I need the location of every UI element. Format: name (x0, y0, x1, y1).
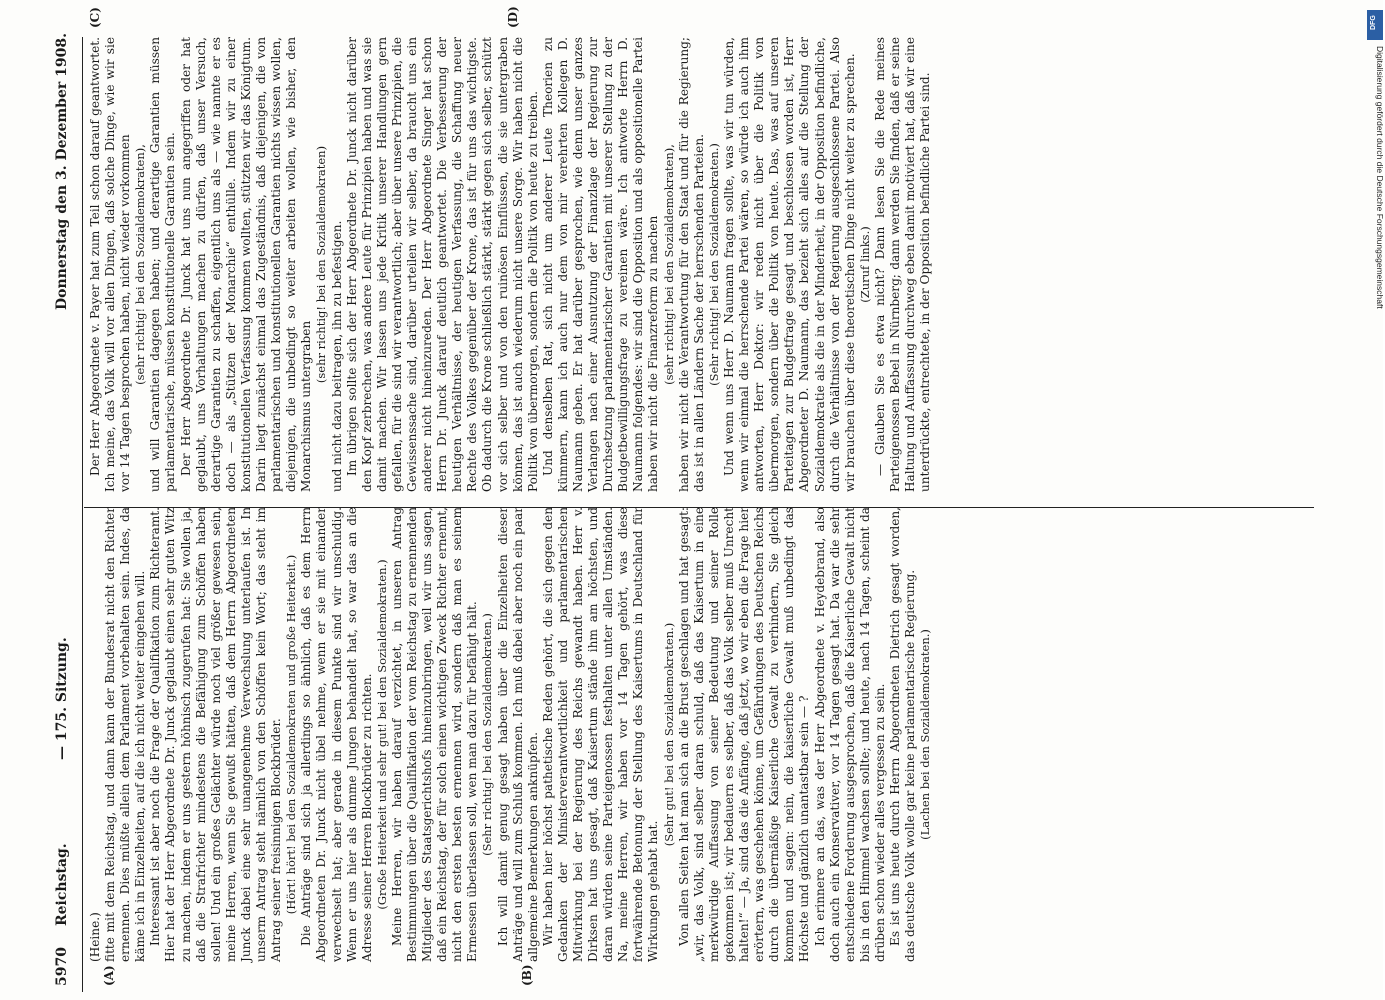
paragraph: Der Herr Abgeordnete Dr. Junck hat uns nun angegriffen oder hat geglaubt, uns Vorhaltungen machen zu dürfen, daß unser Versuch, derartige Garantien zu schaffen, eigentlich uns als — wie nannte er es doch — als „Stützen der Monarchie“ enthülle. Indem wir zu einer konstitutionellen Verfassung kommen wollten, stützten wir das Königtum. Darin liegt zunächst einmal das Zugeständnis, daß diejenigen, die von parlamentarischen und konstitutionellen Garantien nichts wissen wollen, diejenigen, die unbedingt so weiter arbeiten wollen, wie bisher, den Monarchismus untergraben (178, 37, 314, 492)
paragraph: Die Anträge sind sich ja allerdings so ähnlich, daß es dem Herrn Abgeordneten Dr. Junck nicht übel nehme, wenn er sie mit einander verwechselt hat; aber gerade in diesem Punkte sind wir unschuldig. Wenn er uns hier als dumme Jungen behandelt hat, so war das an die Adresse seiner Herren Blockbrüder zu richten. (299, 507, 374, 962)
paragraph: — Glauben Sie es etwa nicht? Dann lesen Sie die Rede meines Parteigenossen Bebel in Nürnberg; dann werden Sie finden, daß er seine Haltung und Auffassung durchweg eben damit motiviert hat, daß wir eine unterdrückte, entrechtete, in der Opposition befindliche Partei sind. (872, 37, 933, 492)
paragraph: und nicht dazu beitragen, ihn zu befestigen. (329, 220, 344, 492)
paragraph: Ich will damit genug gesagt haben über die Einzelheiten dieser Anträge und will zum Schluß kommen. Ich muß dabei aber noch ein paar allgemeine Bemerkungen anknüpfen. (495, 507, 540, 962)
paragraph: Von allen Seiten hat man sich an die Brust geschlagen und hat gesagt: „wir, das Volk, sind selber daran schuld, daß das Kaisertum in eine merkwürdige Auffassung von seiner Bedeutung und seiner Rolle gekommen ist; wir bedauern es selber, daß das Volk selber muß Unrecht halten!“ — Ja, sind das die Anfänge, daß jetzt, wo wir eben die Frage hier erörtern, was geschehen könne, um Gefährdungen des Deutschen Reichs durch die übermäßige Kaiserliche Gewalt zu verhindern, Sie gleich kommen und sagen: nein, die kaiserliche Gewalt muß unbedingt das Höchste und gänzlich unantastbar sein — ? (676, 507, 812, 962)
publication-title: Reichstag. (54, 843, 70, 926)
paragraph: haben wir nicht die Verantwortung für den Staat und für die Regierung; das ist in allen Ländern Sache der herrschenden Parteien. (676, 37, 706, 492)
paragraph: Im übrigen sollte sich der Herr Abgeordnete Dr. Junck nicht darüber den Kopf zerbrechen, was andere Leute für Prinzipien haben und was sie damit machen. Wir lassen uns jede Kritik unserer Handlungen gern gefallen, für die sind wir verantwortlich; aber über unsere Prinzipien, die Gewissenssache sind, darüber urteilen wir selber, da braucht uns ein anderer nicht hineinzureden. Der Herr Abgeordnete Singer hat schon Herrn Dr. Junck darauf deutlich geantwortet. Die Verbesserung der heutigen Verhältnisse, der heutigen Verfassung, die Schaffung neuer Rechte des Volkes gegenüber der Krone, das ist für uns das wichtigste. Ob dadurch die Krone schließlich stärkt, stärkt gegen sich selber, schützt vor sich selber und von den ruinösen Einflüssen, die sie untergraben können, das ist auch wiederum nicht unsere Sorge. Wir haben nicht die Politik von übermorgen, sondern die Politik von heute zu treiben. (344, 37, 540, 492)
paragraph: Der Herr Abgeordnete v. Payer hat zum Teil schon darauf geantwortet. Ich meine, das Volk will vor allen Dingen, daß solche Dinge, wie wir sie vor 14 Tagen besprochen haben, nicht wieder vorkommen (88, 37, 133, 492)
audience-reaction: (Sehr richtig! bei den Sozialdemokraten.) (706, 143, 721, 386)
paragraph: Und wenn uns Herr D. Naumann fragen sollte, was wir tun würden, wenn wir einmal die herrschende Partei wären, so würde ich auch ihm antworten, Herr Doktor: wir reden nicht über die Politik von übermorgen, sondern über die Politik von heute. Das, was auf unseren Parteitagen zur Budgetfrage gesagt und beschlossen worden ist, Herr Abgeordneter D. Naumann, das bezieht sich alles auf die Stellung der Sozialdemokratie als die in der Minderheit, in der Opposition befindliche, durch die Verhältnisse von der Regierung ausgeschlossene Partei. Also wir brauchen über diese theoretischen Dinge nicht weiter zu sprechen. (721, 37, 857, 492)
session-date: Donnerstag den 3. Dezember 1908. (54, 33, 70, 310)
page-number: 5970 (54, 947, 70, 986)
audience-reaction: (sehr richtig! bei den Sozialdemokraten), (661, 144, 676, 385)
audience-reaction: (Hört! hört! bei den Sozialdemokraten und große Heiterkeit.) (284, 554, 299, 915)
digitization-credit: Digitalisierung gefördert durch die Deutsche Forschungsgemeinschaft (1375, 46, 1385, 309)
paragraph: Es ist uns heute durch Herrn Abgeordneten Dietrich gesagt worden, das deutsche Volk wolle gar keine parlamentarische Regierung. (887, 507, 918, 962)
audience-reaction: (Sehr gut! bei den Sozialdemokraten.) (661, 622, 676, 847)
right-column (88, 37, 1313, 492)
audience-reaction: (Sehr richtig! bei den Sozialdemokraten.) (480, 613, 495, 856)
left-column (88, 507, 1313, 962)
speaker-name: (Heine.) (88, 912, 102, 962)
paragraph: und will Garantien dagegen haben; und derartige Garantien müssen parlamentarische, müssen konstitutionelle Garantien sein. (148, 37, 178, 492)
dfg-logo-text: DFG (1370, 15, 1377, 30)
page-header (54, 33, 78, 992)
audience-reaction: (Lachen bei den Sozialdemokraten.) (918, 629, 933, 840)
margin-marker-d: (D) (506, 6, 520, 28)
audience-reaction: (Zuruf links.) (857, 226, 872, 303)
margin-marker-a: (A) (102, 965, 116, 986)
audience-reaction: (sehr richtig! bei den Sozialdemokraten) (314, 145, 329, 384)
paragraph: Und denselben Rat, sich nicht um anderer Leute Theorien zu kümmern, kann ich auch nur dem von mir verehrten Kollegen D. Naumann geben. Er hat darüber gesprochen, wie denn unser ganzes Verlangen nach einer Ausnutzung der Finanzlage der Regierung zur Durchsetzung parlamentarischer Garantien mit unserer Stellung zu der Budgetbewilligungsfrage zu vereinen wäre. Ich antworte Herrn D. Naumann folgendes: wir sind die Opposition und als oppositionelle Partei haben wir nicht die Finanzreform zu machen (540, 37, 661, 492)
paragraph: Wir haben hier höchst pathetische Reden gehört, die sich gegen den Gedanken der Ministerverantwortlichkeit und parlamentarischen Mitwirkung bei der Regierung des Reichs gewandt haben. Herr v. Dirksen hat uns gesagt, daß Kaisertum stände ihm am höchsten, und daran würden seine Parteigenossen festhalten unter allen Umständen. Na, meine Herren, wir haben vor 14 Tagen gehört, was diese fortwährende Betonung der Stellung des Kaisertums in Deutschland für Wirkungen gehabt hat. (540, 507, 661, 962)
dfg-logo (1367, 10, 1383, 40)
margin-marker-b: (B) (520, 964, 534, 986)
paragraph: Meine Herren, wir haben darauf verzichtet, in unseren Antrag Bestimmungen über die Qualifikation der vom Reichstag zu ernennenden Mitglieder des Staatsgerichtshofs hineinzubringen, weil wir uns sagen, daß ein Reichstag, der für solch einen wichtigen Zweck Richter ernennt, nicht den ersten besten ernennen wird, sondern daß man es seinem Ermessen überlassen soll, wen man dazu für befähigt hält. (389, 507, 480, 962)
margin-marker-c: (C) (88, 7, 102, 28)
header-rule (82, 37, 83, 992)
paragraph: Interessant ist aber noch die Frage der Qualifikation zum Richteramt. Hier hat der Herr Abgeordnete Dr. Junck geglaubt einen sehr guten Witz zu machen, indem er uns gestern höhnisch zugerufen hat: Sie wollen ja, daß die Strafrichter mindestens die Befähigung zum Schöffen haben sollen! Und ein großes Gelächter würde noch viel größer gewesen sein, meine Herren, wenn Sie gewußt hätten, daß dem Herrn Abgeordneten Junck dabei eine sehr unangenehme Verwechslung unterlaufen ist. In unserm Antrag steht nämlich von den Schöffen kein Wort; das steht im Antrag seiner freisinnigen Blockbrüder. (148, 507, 284, 962)
audience-reaction: (Große Heiterkeit und sehr gut! bei den Sozialdemokraten.) (374, 559, 389, 910)
audience-reaction: (sehr richtig! bei den Sozialdemokraten), (133, 144, 148, 385)
paragraph: fitte mit dem Reichstag, und dann kann der Bundesrat nicht den Richter ernennen. Dies müßte allein dem Parlament vorbehalten sein. Indes, da käme ich in Einzelheiten, auf die ich nicht weiter eingehen will. (103, 507, 148, 962)
session-number: — 175. Sitzung. (54, 637, 70, 760)
paragraph: Ich erinnere an das, was der Herr Abgeordnete v. Heydebrand, also doch auch ein Konservativer, vor 14 Tagen gesagt hat. Da war die sehr entschiedene Forderung ausgesprochen, daß die Kaiserliche Gewalt nicht bis in den Himmel wachsen sollte; und heute, nach 14 Tagen, scheint da drüben schon wieder alles vergessen zu sein. (812, 507, 887, 962)
